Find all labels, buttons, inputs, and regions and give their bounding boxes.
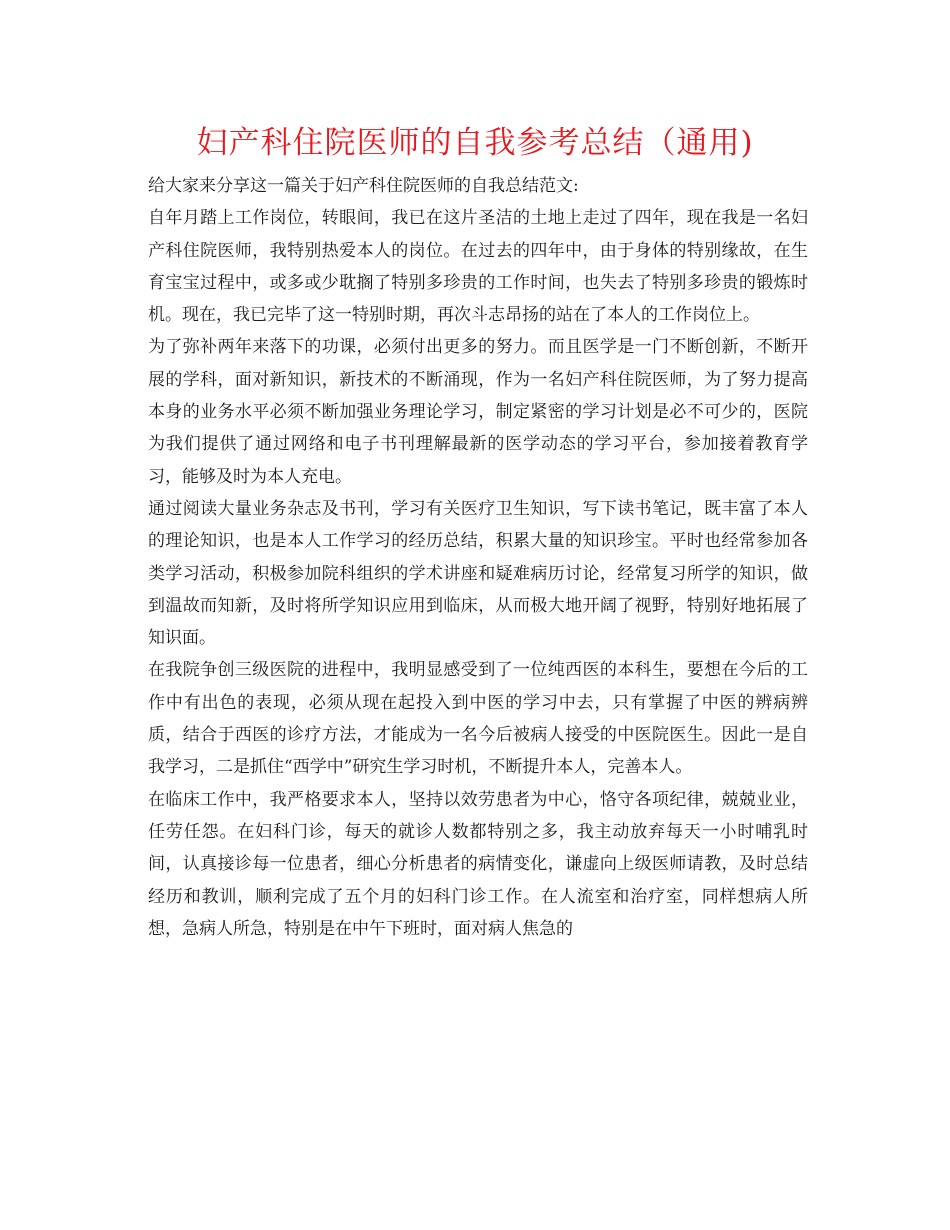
paragraph-intro: 给大家来分享这一篇关于妇产科住院医师的自我总结范文: bbox=[148, 176, 579, 196]
document-title: 妇产科住院医师的自我参考总结（通用) bbox=[196, 125, 754, 161]
paragraph-1: 自年月踏上工作岗位，转眼间，我已在这片圣洁的土地上走过了四年，现在我是一名妇产科住院医师，我特别热爱本人的岗位。在过去的四年中，由于身体的特别缘故，在生育宝宝过程中，或多或少耽搁了特别多珍贵的工作时间，也失去了特别多珍贵的锻炼时机。现在，我已完毕了这一特别时期，再次斗志昂扬的站在了本人的工作岗位上。 bbox=[148, 208, 808, 326]
paragraph-5: 在临床工作中，我严格要求本人，坚持以效劳患者为中心，恪守各项纪律，兢兢业业，任劳任怨。在妇科门诊，每天的就诊人数都特别之多，我主动放弃每天一小时哺乳时间，认真接诊每一位患者，细心分析患者的病情变化，谦虚向上级医师请教，及时总结经历和教训，顺利完成了五个月的妇科门诊工作。在人流室和治疗室，同样想病人所想，急病人所急，特别是在中午下班时，面对病人焦急的 bbox=[148, 789, 808, 939]
paragraph-4: 在我院争创三级医院的进程中，我明显感受到了一位纯西医的本科生，要想在今后的工作中有出色的表现，必须从现在起投入到中医的学习中去，只有掌握了中医的辨病辨质，结合于西医的诊疗方法，才能成为一名今后被病人接受的中医院医生。因此一是自我学习，二是抓住“西学中”研究生学习时机，不断提升本人，完善本人。 bbox=[148, 660, 808, 778]
document-body bbox=[148, 170, 808, 945]
paragraph-3: 通过阅读大量业务杂志及书刊，学习有关医疗卫生知识，写下读书笔记，既丰富了本人的理论知识，也是本人工作学习的经历总结，积累大量的知识珍宝。平时也经常参加各类学习活动，积极参加院科组织的学术讲座和疑难病历讨论，经常复习所学的知识，做到温故而知新，及时将所学知识应用到临床，从而极大地开阔了视野，特别好地拓展了知识面。 bbox=[148, 498, 808, 649]
paragraph-2: 为了弥补两年来落下的功课，必须付出更多的努力。而且医学是一门不断创新，不断开展的学科，面对新知识，新技术的不断涌现，作为一名妇产科住院医师，为了努力提高本身的业务水平必须不断加强业务理论学习，制定紧密的学习计划是必不可少的，医院为我们提供了通过网络和电子书刊理解最新的医学动态的学习平台，参加接着教育学习，能够及时为本人充电。 bbox=[148, 337, 808, 487]
